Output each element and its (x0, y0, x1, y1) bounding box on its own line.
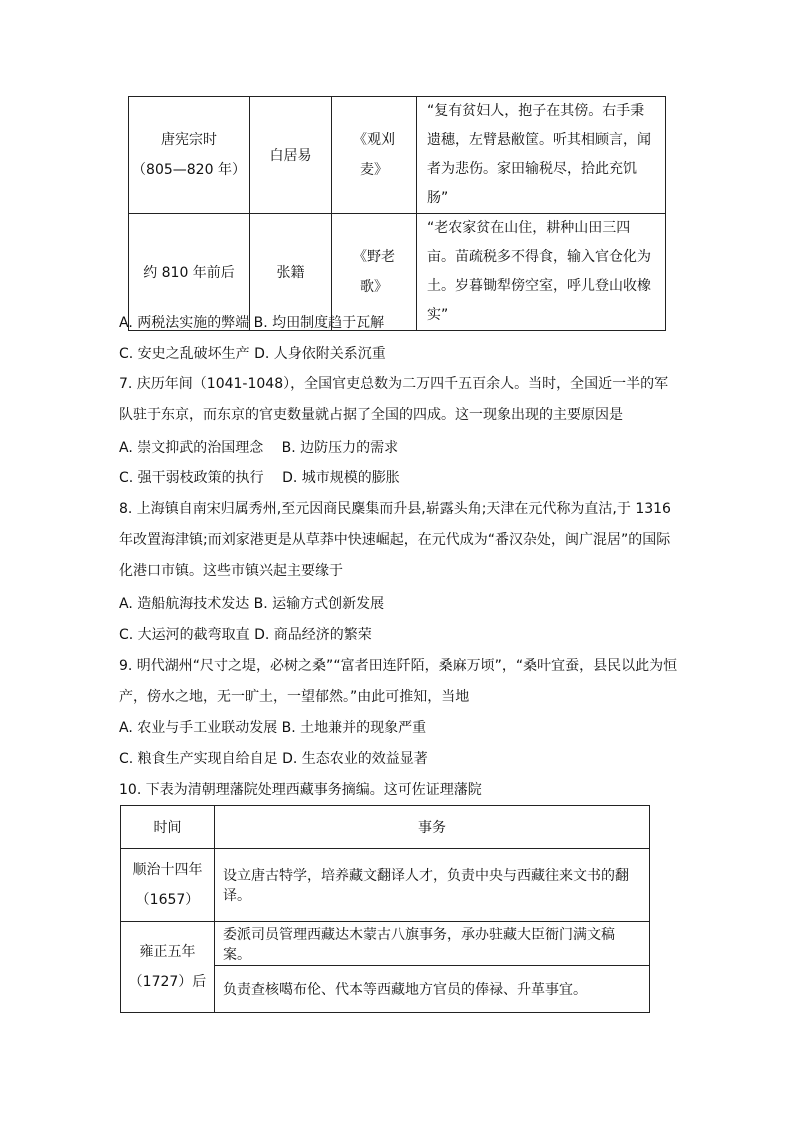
q6-options-ab: A. 两税法实施的弊端 B. 均田制度趋于瓦解 (119, 315, 385, 331)
q9-options-cd: C. 粮食生产实现自给自足 D. 生态农业的效益显著 (119, 751, 428, 767)
table-row (121, 806, 650, 849)
time-text: 雍正五年 (139, 944, 196, 960)
q7-stem: 7. 庆历年间（1041-1048），全国官吏总数为二万四千五百余人。当时，全国近一半的军队驻于东京，而东京的官吏数量就占据了全国的四成。这一现象出现的主要原因是 (119, 376, 669, 423)
time-cell (121, 922, 215, 1013)
header-time: 时间 (121, 806, 215, 849)
poem-table (128, 96, 666, 331)
title-text: 《野老 (353, 249, 395, 265)
poem-text-cell: “老农家贫在山住，耕种山田三四亩。苗疏税多不得食，输入官仓化为土。岁暮锄犁傍空室，呼儿登山收橡实” (417, 214, 666, 331)
table-row (129, 97, 666, 214)
author-cell: 张籍 (250, 214, 332, 331)
q8-options-cd: C. 大运河的截弯取直 D. 商品经济的繁荣 (119, 627, 372, 643)
table-row (121, 922, 650, 966)
period-cell: 约 810 年前后 (129, 214, 250, 331)
q10-table (120, 805, 650, 1013)
affair-cell: 负责查核噶布伦、代本等西藏地方官员的俸禄、升革事宜。 (215, 966, 650, 1013)
q8-stem: 8. 上海镇自南宋归属秀州,至元因商民麇集而升县,崭露头角;天津在元代称为直沽,于 1316 年改置海津镇;而刘家港更是从草莽中快速崛起，在元代成为“番汉杂处，闽广混居”的国际化港口市镇。这些市镇兴起主要缘于 (119, 501, 671, 579)
q9-stem: 9. 明代湖州“尺寸之堤，必树之桑”“富者田连阡陌，桑麻万顷”，“桑叶宜蚕，县民以此为恒产，傍水之地，无一旷土，一望郁然。”由此可推知，当地 (119, 658, 678, 705)
title-text: 麦》 (360, 162, 388, 178)
affair-cell: 设立唐古特学，培养藏文翻译人才，负责中央与西藏往来文书的翻译。 (215, 849, 650, 922)
q10-stem: 10. 下表为清朝理藩院处理西藏事务摘编。这可佐证理藩院 (119, 782, 482, 798)
time-text: （1657） (135, 892, 200, 908)
time-text: 顺治十四年 (132, 862, 203, 878)
period-text: 唐宪宗时 (161, 132, 217, 148)
title-cell (332, 97, 417, 214)
period-text: （805—820 年） (132, 162, 246, 178)
q9-options-ab: A. 农业与手工业联动发展 B. 土地兼并的现象严重 (119, 720, 427, 736)
header-affair: 事务 (215, 806, 650, 849)
time-text: （1727）后 (128, 974, 207, 990)
title-text: 《观刈 (353, 132, 395, 148)
period-cell (129, 97, 250, 214)
q6-options-cd: C. 安史之乱破坏生产 D. 人身依附关系沉重 (119, 346, 386, 362)
title-text: 歌》 (360, 279, 388, 295)
q8-options-ab: A. 造船航海技术发达 B. 运输方式创新发展 (119, 596, 385, 612)
affair-cell: 委派司员管理西藏达木蒙古八旗事务，承办驻藏大臣衙门满文稿案。 (215, 922, 650, 966)
time-cell (121, 849, 215, 922)
table-row (121, 849, 650, 922)
q7-options-ab: A. 崇文抑武的治国理念 B. 边防压力的需求 (119, 440, 399, 456)
q7-options-cd: C. 强干弱枝政策的执行 D. 城市规模的膨胀 (119, 470, 400, 486)
author-cell: 白居易 (250, 97, 332, 214)
poem-text-cell: “复有贫妇人，抱子在其傍。右手秉遗穗，左臂悬敝筐。听其相顾言，闻者为悲伤。家田输税尽，拾此充饥肠” (417, 97, 666, 214)
